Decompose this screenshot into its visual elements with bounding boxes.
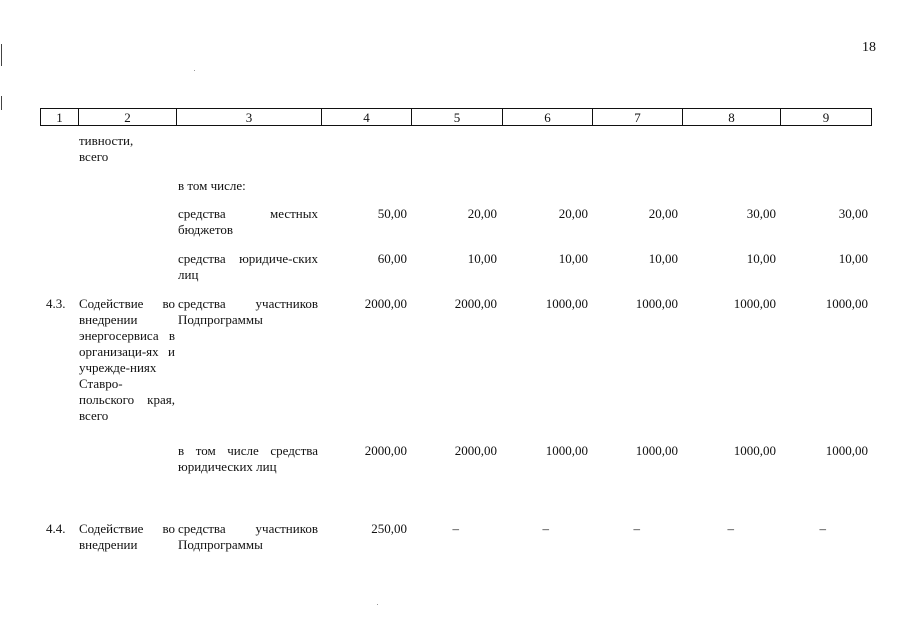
value-col-5: 2000,00 <box>454 443 497 458</box>
scan-speck <box>377 604 378 605</box>
value-col-7: – <box>633 521 640 536</box>
row-source: средства местных бюджетов <box>178 206 318 237</box>
value-col-6: 1000,00 <box>545 296 588 311</box>
value-col-4: 2000,00 <box>364 296 407 311</box>
value-col-7: 1000,00 <box>635 443 678 458</box>
value-col-8: 10,00 <box>746 251 776 266</box>
value-col-4: 60,00 <box>377 251 407 266</box>
scan-speck <box>194 70 195 71</box>
value-col-9: 30,00 <box>838 206 868 221</box>
column-header: 3 <box>177 109 322 125</box>
value-col-9: – <box>819 521 826 536</box>
column-header: 6 <box>503 109 593 125</box>
page-number: 18 <box>862 40 876 55</box>
column-header: 9 <box>822 110 830 125</box>
value-col-4: 250,00 <box>371 521 407 536</box>
value-col-4: 50,00 <box>377 206 407 221</box>
column-header: 4 <box>322 109 412 125</box>
row-source: средства юридиче-ских лиц <box>178 251 318 282</box>
value-col-6: – <box>542 521 549 536</box>
value-col-7: 10,00 <box>648 251 678 266</box>
scan-edge-mark <box>1 44 2 66</box>
value-col-7: 1000,00 <box>635 296 678 311</box>
value-col-5: 10,00 <box>467 251 497 266</box>
value-col-9: 1000,00 <box>825 296 868 311</box>
row-name: Содействие во внедрении <box>79 521 175 552</box>
row-source: в том числе: <box>178 178 246 193</box>
value-col-8: 30,00 <box>746 206 776 221</box>
row-source: в том числе средства юридических лиц <box>178 443 318 474</box>
value-col-5: 20,00 <box>467 206 497 221</box>
column-header: 2 <box>79 109 177 125</box>
row-index: 4.3. <box>46 296 66 311</box>
value-col-8: – <box>727 521 734 536</box>
row-name: Содействие во внедрении энергосервиса в организаци-ях и учрежде-ниях Ставро-польского края, всего <box>79 296 175 423</box>
column-header: 5 <box>412 109 503 125</box>
scan-edge-mark <box>1 96 2 110</box>
value-col-5: 2000,00 <box>454 296 497 311</box>
value-col-6: 20,00 <box>558 206 588 221</box>
value-col-6: 10,00 <box>558 251 588 266</box>
row-source: средства участников Подпрограммы <box>178 296 318 327</box>
value-col-6: 1000,00 <box>545 443 588 458</box>
value-col-9: 10,00 <box>838 251 868 266</box>
value-col-8: 1000,00 <box>733 443 776 458</box>
row-name: тивности, всего <box>79 133 134 164</box>
value-col-8: 1000,00 <box>733 296 776 311</box>
value-col-9: 1000,00 <box>825 443 868 458</box>
value-col-4: 2000,00 <box>364 443 407 458</box>
row-index: 4.4. <box>46 521 66 536</box>
column-header: 1 <box>41 109 79 125</box>
column-header: 8 <box>683 109 781 125</box>
value-col-7: 20,00 <box>648 206 678 221</box>
column-header: 7 <box>593 109 683 125</box>
value-col-5: – <box>452 521 459 536</box>
table-header-row <box>40 108 872 126</box>
row-source: средства участников Подпрограммы <box>178 521 318 552</box>
